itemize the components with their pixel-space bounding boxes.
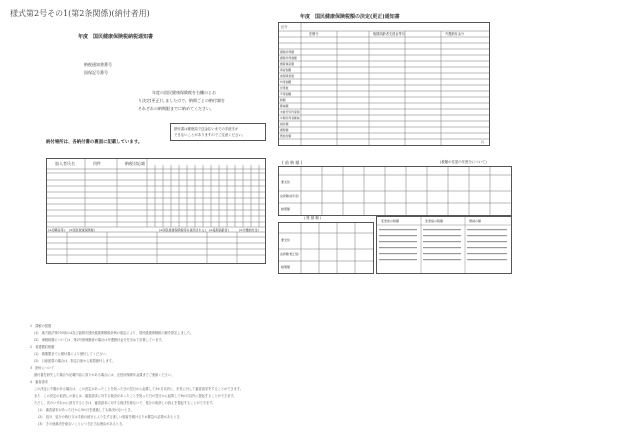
footer-header-3: (※国民健康保険税等を適用される) <box>159 228 206 232</box>
note-line-9: この決定に不服がある場合は、この決定があったことを知った日の翌日から起算して3か月以内に、市長に対して審査請求をすることができます。 <box>34 387 243 391</box>
right-table-gridlines <box>279 23 489 145</box>
left-table-gridlines <box>47 159 265 263</box>
message-line-2: り決定(更正)しましたので、納期ごとの納付額を <box>138 98 226 103</box>
right-summary-table <box>278 22 490 146</box>
stamp-box <box>170 123 266 141</box>
footer-header-2: (※国民健康保険税) <box>69 228 95 232</box>
row-label-11: 未就学児均等割 <box>280 110 300 114</box>
row-label-2: 課税所得割額 <box>280 56 297 60</box>
notice-number-label: 納税通知書番号 <box>84 62 112 67</box>
note-line-14: (3) その他裁決を経ないことにつき正当な理由があるとき。 <box>38 422 126 426</box>
message-line-1: 年度の国民健康保険税を右欄のとお <box>152 90 216 95</box>
footer-header-5: (※介護納付金) <box>239 228 259 232</box>
currency-unit: 円 <box>481 140 485 144</box>
row-label-13: 減免額 <box>280 122 289 126</box>
col-header-amount: 納税対応額 <box>125 161 145 166</box>
notes-section <box>30 324 530 436</box>
column-medical: 医療分 <box>309 32 319 36</box>
note-line-2: (2) 保険税額については、第2号被保険者の場合は介護納付金分を含めて計算しています。 <box>34 338 165 342</box>
note-line-10: また、この決定の取消しの訴えは、審査請求に対する裁決があったことを知った日の翌日から起算して6か月以内に提起することができます。 <box>34 394 237 398</box>
row-label-4: 資産割額 <box>280 68 292 72</box>
prepaid-gridlines <box>279 167 511 215</box>
stamp-line-1: 納付書は郵便局で送金払いまでの手続きが <box>174 127 239 131</box>
column-care: 介護納付金分 <box>445 32 465 36</box>
note-line-11: ただし、次のいずれかに該当するときは、審査請求に対する裁決を経ないで、処分の取消しの訴えを提起することができます。 <box>34 401 216 405</box>
prepaid-table <box>278 166 512 216</box>
col-header-item: 用件 <box>93 161 101 166</box>
note-line-8: 4 審査請求 <box>30 380 48 384</box>
paid-row-1: 要支給 <box>281 238 291 242</box>
row-label-3: 課税資産額 <box>280 62 294 66</box>
change-notes-gridlines <box>377 217 511 273</box>
prepaid-row-3: 納期額 <box>281 207 291 211</box>
note-line-4: (1) 納期限までに納付書により納付してください。 <box>34 352 109 356</box>
lower-right-note: (税額の変更の年度分について) <box>440 160 487 164</box>
row-label-12: 中間所得者軽減 <box>280 116 300 120</box>
right-form-title: 年度 国民健康保険税額の決定(更正)通知書 <box>300 14 400 20</box>
row-label-10: 軽減額 <box>280 104 289 108</box>
change-note-2: 変更後の税額 <box>425 219 444 223</box>
row-label-0: 区分 <box>281 25 288 29</box>
note-line-12: (1) 審査請求があった日から3か月を経過しても裁決がないとき。 <box>38 408 134 412</box>
row-label-9: 税額 <box>280 98 286 102</box>
note-line-6: 3 納付について <box>30 366 55 370</box>
change-note-3: 増減の額 <box>469 219 482 223</box>
row-label-14: 課税額 <box>280 128 289 132</box>
note-line-7: 納付書を紛失した場合や記載内容に誤りがある場合には、区役所保険年金課までご連絡ください。 <box>34 373 175 377</box>
footer-header-4: (※後期高齢者) <box>209 228 229 232</box>
left-form-title: 年度 国民健康保険税納税通知書 <box>78 34 154 40</box>
col-header-name: 加入者氏名 <box>55 161 75 166</box>
note-line-5: (2) 口座振替の場合は、指定口座から振替納付します。 <box>34 359 115 363</box>
paid-table <box>278 222 374 274</box>
payee-line: 納付場所は、各納付書の裏面に記載しています。 <box>46 140 143 145</box>
row-label-8: 平等割額 <box>280 92 292 96</box>
lower-right-sub-title: ( 既 納 額 ) <box>304 216 322 220</box>
left-detail-table <box>46 158 266 264</box>
message-line-3: それぞれの納期限までに納めてください。 <box>138 106 214 111</box>
note-line-0: 1 課税の根拠 <box>30 324 52 328</box>
column-elderly-support: 後期高齢者支援金等分 <box>373 32 405 36</box>
paid-gridlines <box>279 223 373 273</box>
prepaid-row-2: 決済額(前年度) <box>280 194 299 198</box>
row-label-6: 均等割額 <box>280 80 292 84</box>
note-line-13: (2) 処分、処分の執行又は手続の続行により生ずる著しい損害を避けるため緊急の必要があるとき。 <box>38 415 183 419</box>
footer-header-1: (※退職者等) <box>48 228 65 232</box>
note-line-3: 2 普通徴収税額 <box>30 345 55 349</box>
prepaid-row-1: 要支給 <box>281 180 291 184</box>
change-notes-box <box>376 216 512 274</box>
row-label-15: 既納付額 <box>280 134 292 138</box>
row-label-5: 被保険者数 <box>280 74 294 78</box>
paid-row-3: 納期額 <box>281 265 291 269</box>
paid-row-2: 決済額(更正後) <box>280 252 299 256</box>
change-note-1: 変更前の税額 <box>381 219 400 223</box>
row-label-7: 世帯数 <box>280 86 289 90</box>
insured-number-label: 国保記号番号 <box>84 70 108 75</box>
row-label-1: 課税所得額 <box>280 50 294 54</box>
lower-right-left-title: ( 前 納 額 ) <box>282 160 303 165</box>
form-header: 様式第2号その1(第2条関係)(納付者用) <box>10 9 150 18</box>
stamp-line-2: できないことがありますのでご注意ください。 <box>174 133 246 137</box>
note-line-1: (1) 地方税法第703条の4及び福岡市国民健康保険税条例の規定により、国民健康保険税の額を算定しました。 <box>34 331 194 335</box>
